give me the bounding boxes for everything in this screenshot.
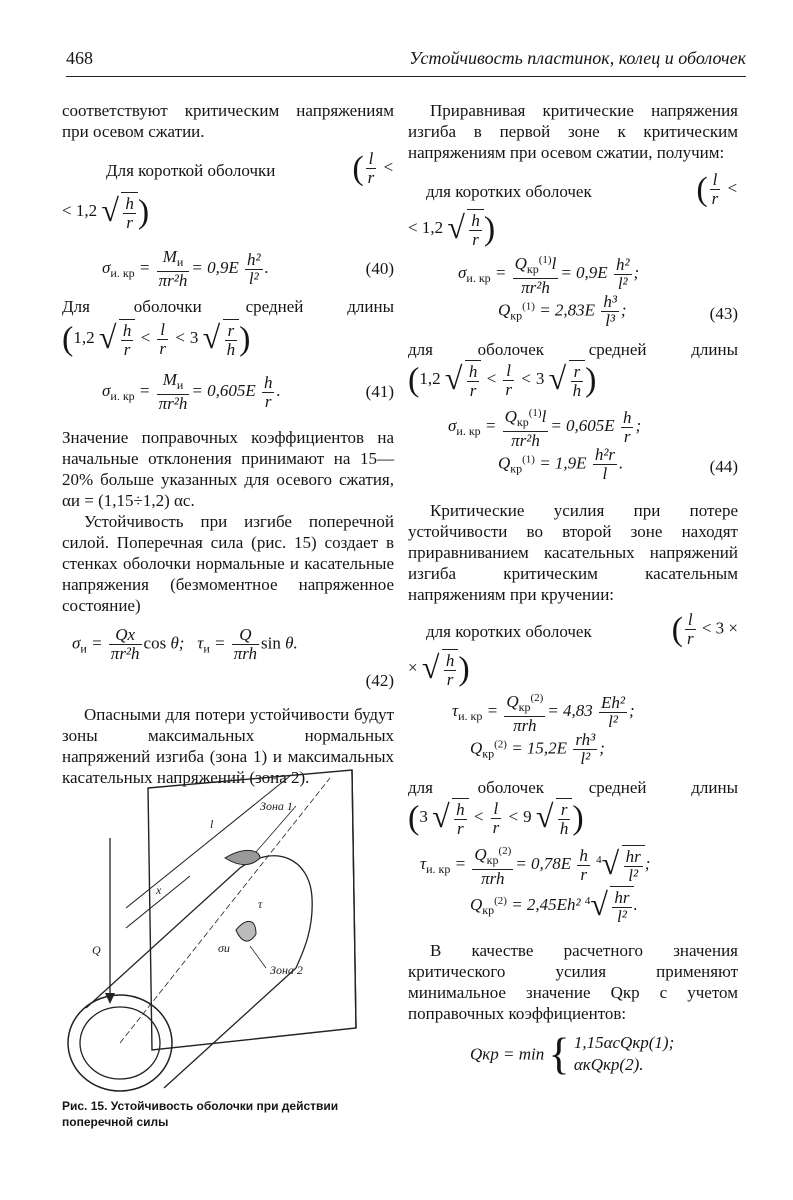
zone-1-patch <box>225 850 260 864</box>
right-paragraph-1: Приравнивая критические напряжения изгиба в первой зоне к критическим напряжениям при осевом сжатии, получим: <box>408 101 738 162</box>
equation-41: $\sigma_{и. кр}$ = $\frac{M_и}{\text{πr²h}}$ = 0,605E $\frac{h}{r}$ . (41) <box>102 370 394 413</box>
short-shell-condition <box>62 149 394 234</box>
cylinder-bottom-edge <box>164 968 296 1088</box>
right-paragraph-3: В качестве расчетного значения критического усилия применяют минимальное значение Qкр с учетом поправочных коэффициентов: <box>408 941 738 1023</box>
short-shells-label: для коротких оболочек <box>426 182 592 201</box>
equation-tau-c: $\tau_{и. кр}$ = $\frac{Q_{кр}^{(2)}}{\text{πrh}}$ = 0,78E $\frac{h}{r}$ $^4$ √ $\frac{hr}{\text{l²}}$ ; <box>408 842 738 886</box>
final-line-2: αкQкр(2). <box>573 1055 644 1074</box>
axis-line <box>120 778 330 1043</box>
mid-shell-ineq: (1,2 √ $\frac{h}{r}$ < $\frac{l}{r}$ < 3 √ $\frac{r}{h}$ ) <box>62 319 251 359</box>
label-zone2: Зона 2 <box>270 963 303 977</box>
eq40-rhs: = 0,9E <box>191 257 239 277</box>
cylinder-far-end <box>240 856 312 968</box>
mid-shells-ineq: (1,2 √ $\frac{h}{r}$ < $\frac{l}{r}$ < 3 √ $\frac{r}{h}$ ) <box>408 360 597 400</box>
final-equation: Qкр = min { 1,15αcQкр(1); αкQкр(2). <box>470 1029 675 1079</box>
equation-44a: $\sigma_{и. кр}$ = $\frac{Q_{кр}^{(1)}l}{\text{πr²h}}$ = 0,605E $\frac{h}{r}$ ; <box>408 404 738 446</box>
label-zone1: Зона 1 <box>260 799 293 813</box>
left-column <box>62 100 394 788</box>
final-lhs: Qкр = min <box>470 1044 545 1064</box>
equation-44b: $Q_{кр}^{(1)} = 1,9E$ $\frac{\text{h²r}}{l}$ . (44) <box>498 445 738 483</box>
short-shells-condition: для коротких оболочек ( $\frac{l}{r}$ < < 1,2 √ $\frac{h}{r}$ ) <box>408 170 738 249</box>
mid2-label: для оболочек средней длины <box>408 778 738 797</box>
figure-15 <box>60 758 400 1096</box>
equation-42: $\sigma_и$ = $\frac{Qx}{\text{πr²h}}$ cos θ; $\tau_и$ = $\frac{Q}{\text{πrh}}$ sin θ. <box>72 625 298 663</box>
eq43-number: (43) <box>709 304 738 323</box>
shell-diagram <box>60 758 400 1096</box>
short-shell-ineq-a: ( $\frac{l}{r}$ < <box>352 149 394 187</box>
figure-caption: Рис. 15. Устойчивость оболочки при действии поперечной силы <box>62 1099 339 1129</box>
right-paragraph-2: Критические усилия при потере устойчивости во второй зоне находят приравниванием касательных напряжений изгиба критическим касательным напряжениям при кручении: <box>408 501 738 604</box>
eq44-number: (44) <box>709 457 738 476</box>
mid-shells-label: для оболочек средней длины <box>408 340 738 359</box>
left-paragraph-2: Значение поправочных коэффициентов на начальные отклонения принимают на 15—20% больше указанных для осевого сжатия, αи = (1,15÷1,2) αc. <box>62 428 394 510</box>
mid-shell-intro: Для оболочки средней длины <box>62 297 394 316</box>
left-paragraph-4: Опасными для потери устойчивости будут зоны максимальных нормальных напряжений изгиба (зона 1) и максимальных касательных напряжений (зона 2). <box>62 705 394 787</box>
equation-tau-b: $Q_{кр}^{(2)} = 15,2E$ $\frac{\text{rh³}}{\text{l²}}$ ; <box>470 730 605 768</box>
left-paragraph-3: Устойчивость при изгибе поперечной силой. Поперечная сила (рис. 15) создает в стенках оболочки нормальные и касательные напряжения (безмоментное напряженное состояние) <box>62 512 394 615</box>
right-column <box>408 100 738 1082</box>
header-title: Устойчивость пластинок, колец и оболочек <box>409 48 746 68</box>
left-paragraph-1: соответствуют критическим напряжениям при осевом сжатии. <box>62 101 394 141</box>
cylinder-top-edge <box>86 868 240 1008</box>
page-number: 468 <box>66 48 93 68</box>
eq41-number: (41) <box>365 382 394 401</box>
zone-2-patch <box>236 921 256 941</box>
eq41-rhs: = 0,605E <box>191 380 256 400</box>
short2-condition: для коротких оболочек ( $\frac{l}{r}$ < 3 × × √ $\frac{h}{r}$ ) <box>408 610 738 689</box>
label-x: x <box>156 883 162 897</box>
eq42-number: (42) <box>365 671 394 690</box>
label-tau: τ <box>258 897 263 911</box>
short-shell-intro: Для короткой оболочки <box>106 161 276 180</box>
short-shell-ineq-b: < 1,2 √ $\frac{h}{r}$ ) <box>62 192 150 232</box>
eq40-number: (40) <box>365 259 394 278</box>
label-l: l <box>210 817 214 831</box>
final-line-1: 1,15αcQкр(1); <box>573 1033 675 1052</box>
running-header <box>66 46 746 77</box>
mid2-ineq: (3 √ $\frac{h}{r}$ < $\frac{l}{r}$ < 9 √ $\frac{r}{h}$ ) <box>408 798 584 838</box>
label-Q: Q <box>92 943 101 957</box>
equation-43b: $Q_{кр}^{(1)} = 2,83E$ $\frac{\text{h³}}{\text{l³}}$ ; (43) <box>498 292 738 330</box>
label-sigma: σи <box>218 941 230 955</box>
length-dimension <box>126 776 290 908</box>
short2-label: для коротких оболочек <box>426 622 592 641</box>
equation-40: $\sigma_{и. кр}$ = $\frac{M_и}{\text{πr²h}}$ = 0,9E $\frac{\text{h²}}{\text{l²}}$ . (40) <box>102 247 394 290</box>
equation-tau-a: $\tau_{и. кр}$ = $\frac{Q_{кр}^{(2)}}{\text{πrh}}$ = 4,83 $\frac{\text{Eh²}}{\text{l²}}$ ; <box>408 689 738 731</box>
equation-tau-d: $Q_{кр}^{(2)} = 2,45Eh^2$ $^4$ √ $\frac{hr}{\text{l²}}$ . <box>470 886 638 926</box>
equation-43a: $\sigma_{и. кр}$ = $\frac{Q_{кр}^{(1)}l}{\text{πr²h}}$ = 0,9E $\frac{\text{h²}}{\text{l²}}$ ; <box>408 251 738 293</box>
mid-shell-condition <box>62 296 394 363</box>
